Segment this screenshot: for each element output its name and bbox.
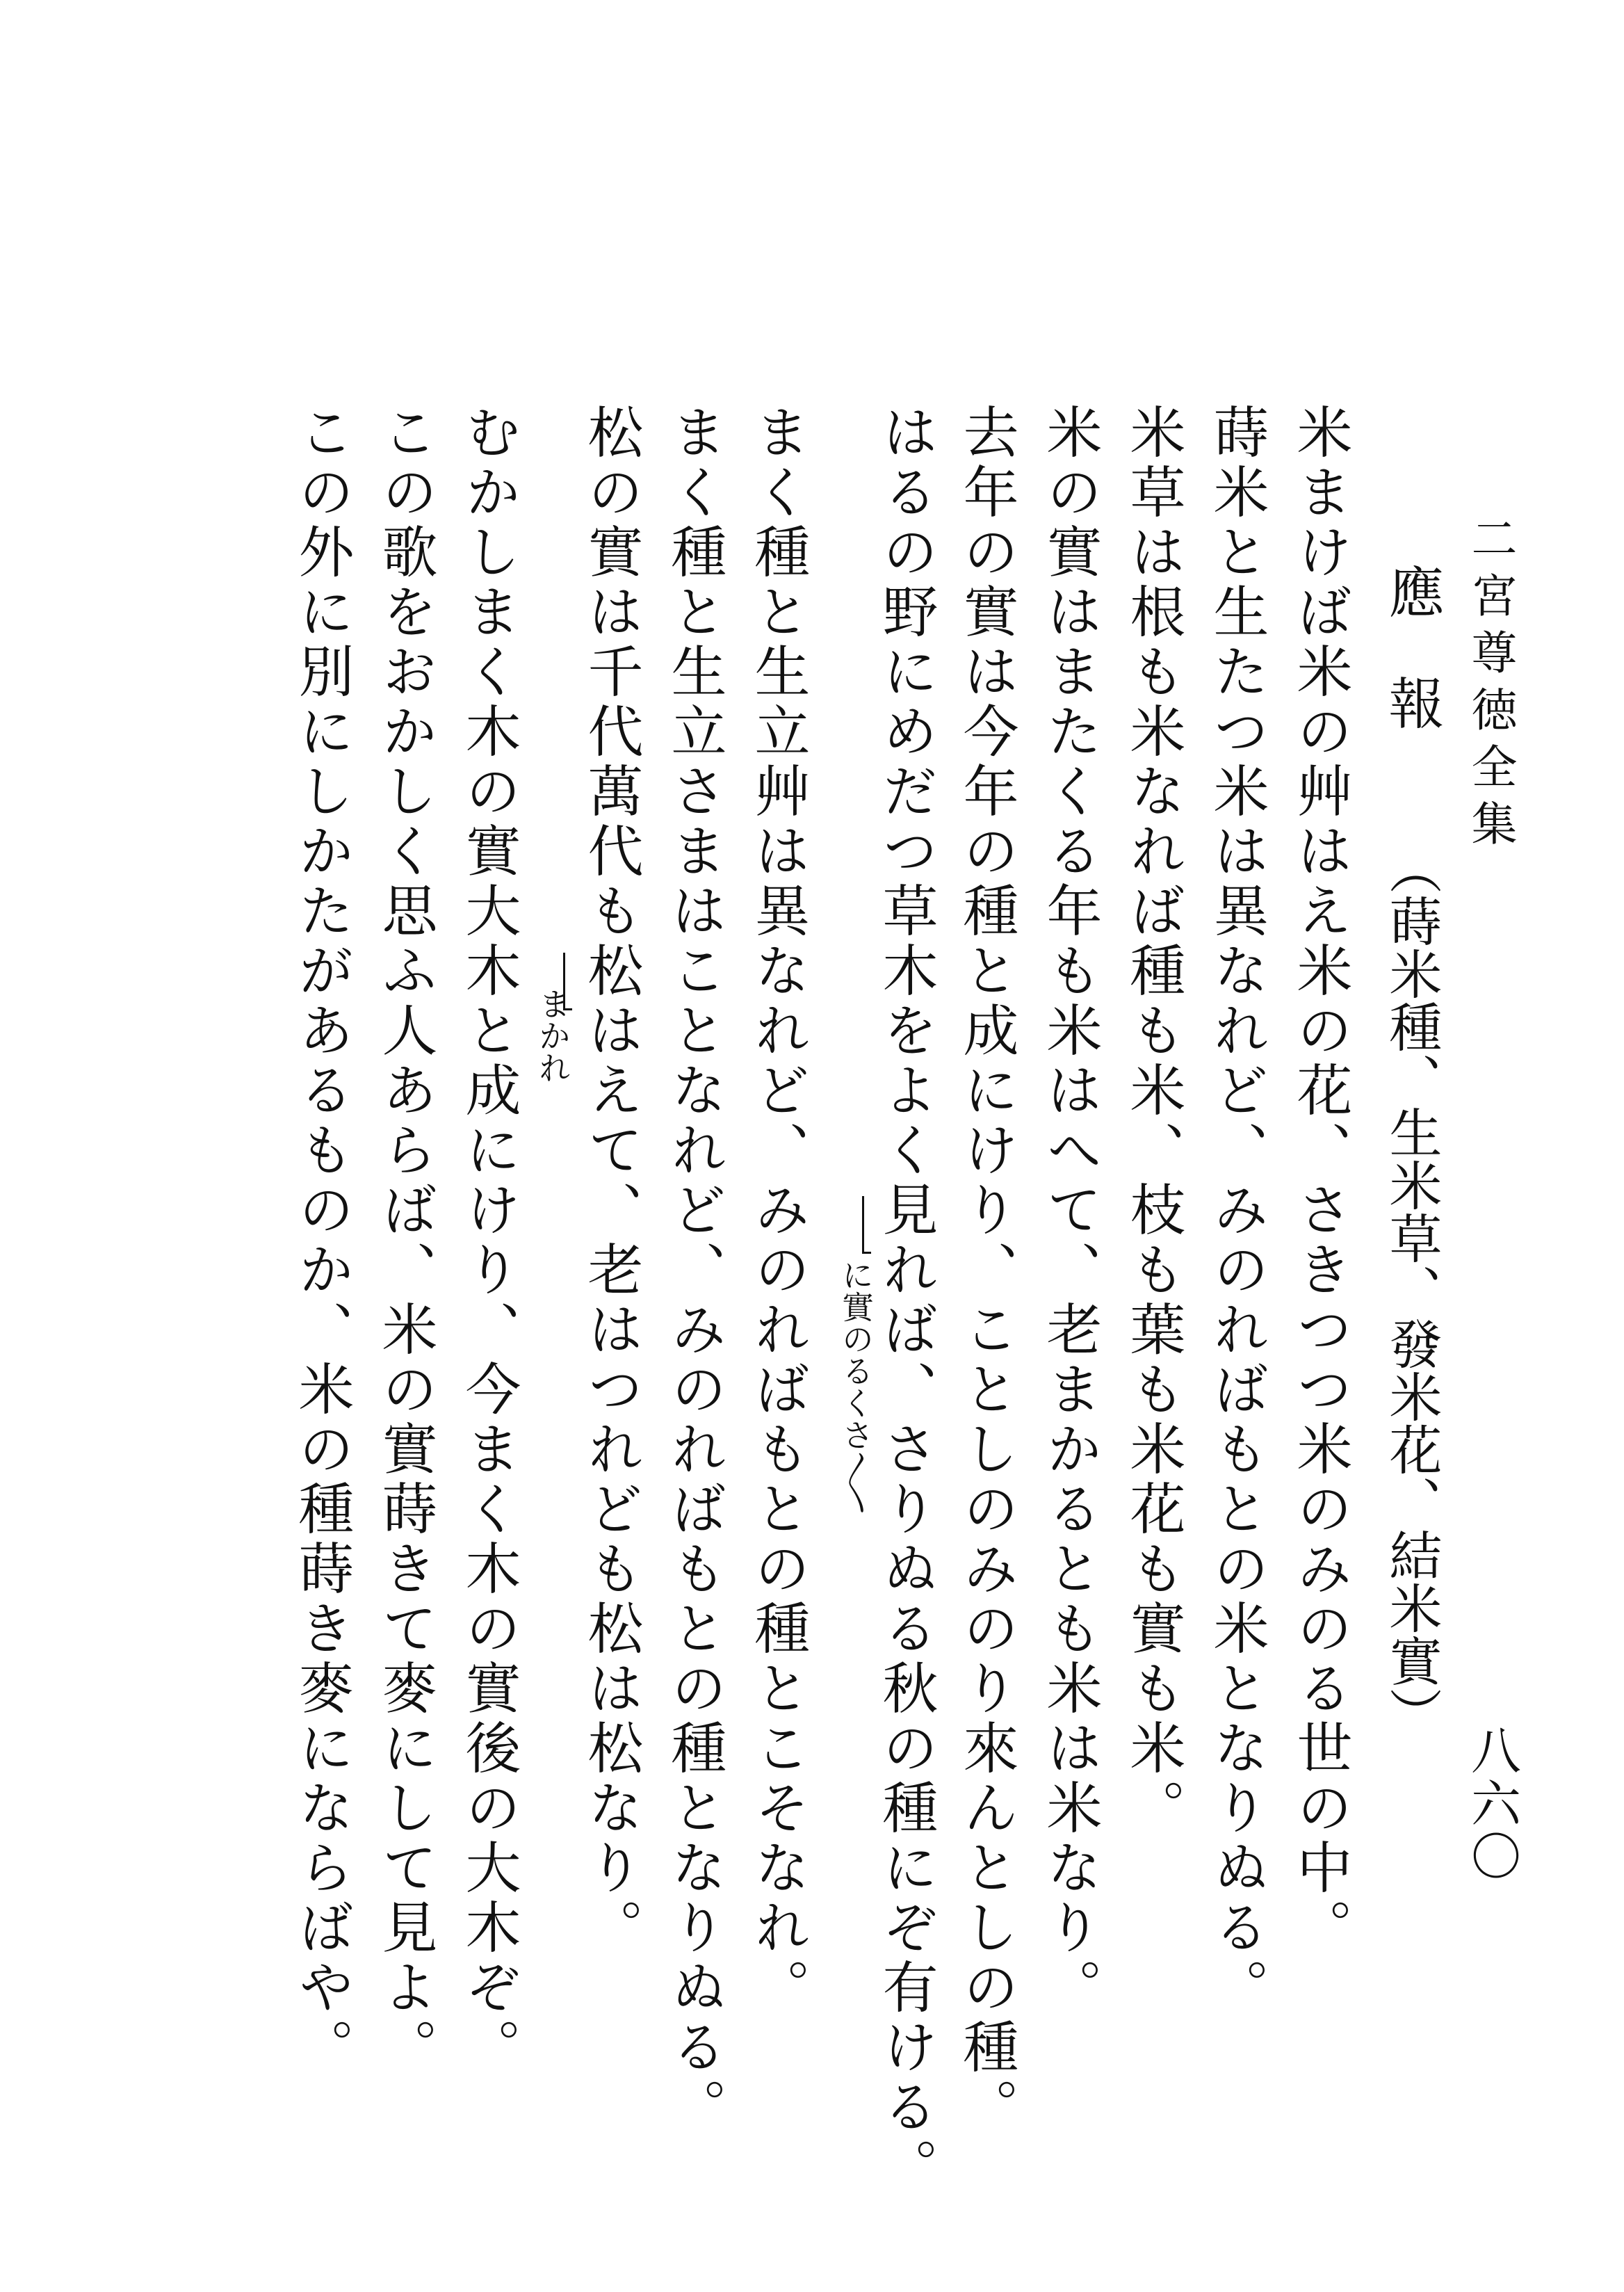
annotation-bracket — [563, 953, 572, 1010]
poem-line-4: 米の實はまたくる年も米はへて、老まかるとも米は米なり。 — [1037, 403, 1102, 2018]
poem-line-5: 去年の實は今年の種と成にけり、ことしのみのり來んとしの種。 — [954, 403, 1018, 2138]
poem-line-11: この歌をおかしく思ふ人あらば、米の實蒔きて麥にして見よ。 — [373, 403, 437, 2078]
poem-line-6: はるの野にめだつ草木をよく見れば、さりぬる秋の種にぞ有ける。 — [873, 403, 938, 2197]
running-header: 二宮尊徳全集 — [1463, 515, 1517, 857]
poem-line-7: まく種と生立艸は異なれど、みのればもとの種とこそなれ。 — [745, 403, 810, 2018]
poem-line-9: 松の實は千代萬代も松はえて、老はつれども松は松なり。 — [578, 403, 643, 1958]
heading-label: 應 報 — [1379, 563, 1444, 730]
page-number: 八六〇 — [1463, 1725, 1521, 1883]
variant-annotation: まかれ — [534, 987, 571, 1083]
variant-annotation: に實のるくさ〳〵 — [837, 1259, 875, 1515]
annotation-bracket — [862, 1196, 871, 1254]
poem-line-2: 蒔米と生たつ米は異なれど、みのればもとの米となりぬる。 — [1204, 403, 1269, 2018]
poem-line-10: むかしまく木の實大木と成にけり、今まく木の實後の大木ぞ。 — [456, 403, 521, 2078]
poem-line-1: 米まけば米の艸はえ米の花、さきつつ米のみのる世の中。 — [1288, 403, 1352, 1958]
poem-line-8: まく種と生立さまはことなれど、みのればもとの種となりぬる。 — [662, 403, 726, 2138]
section-heading — [1379, 563, 1444, 1740]
heading-note: （蒔米種、生米草、發米花、結米實） — [1381, 841, 1443, 1740]
poem-line-3: 米草は根も米なれば種も米、枝も葉も米花も實も米。 — [1121, 403, 1185, 1839]
poem-line-12: この外に別にしかたがあるものか、米の種蒔き麥にならばや。 — [289, 403, 354, 2078]
